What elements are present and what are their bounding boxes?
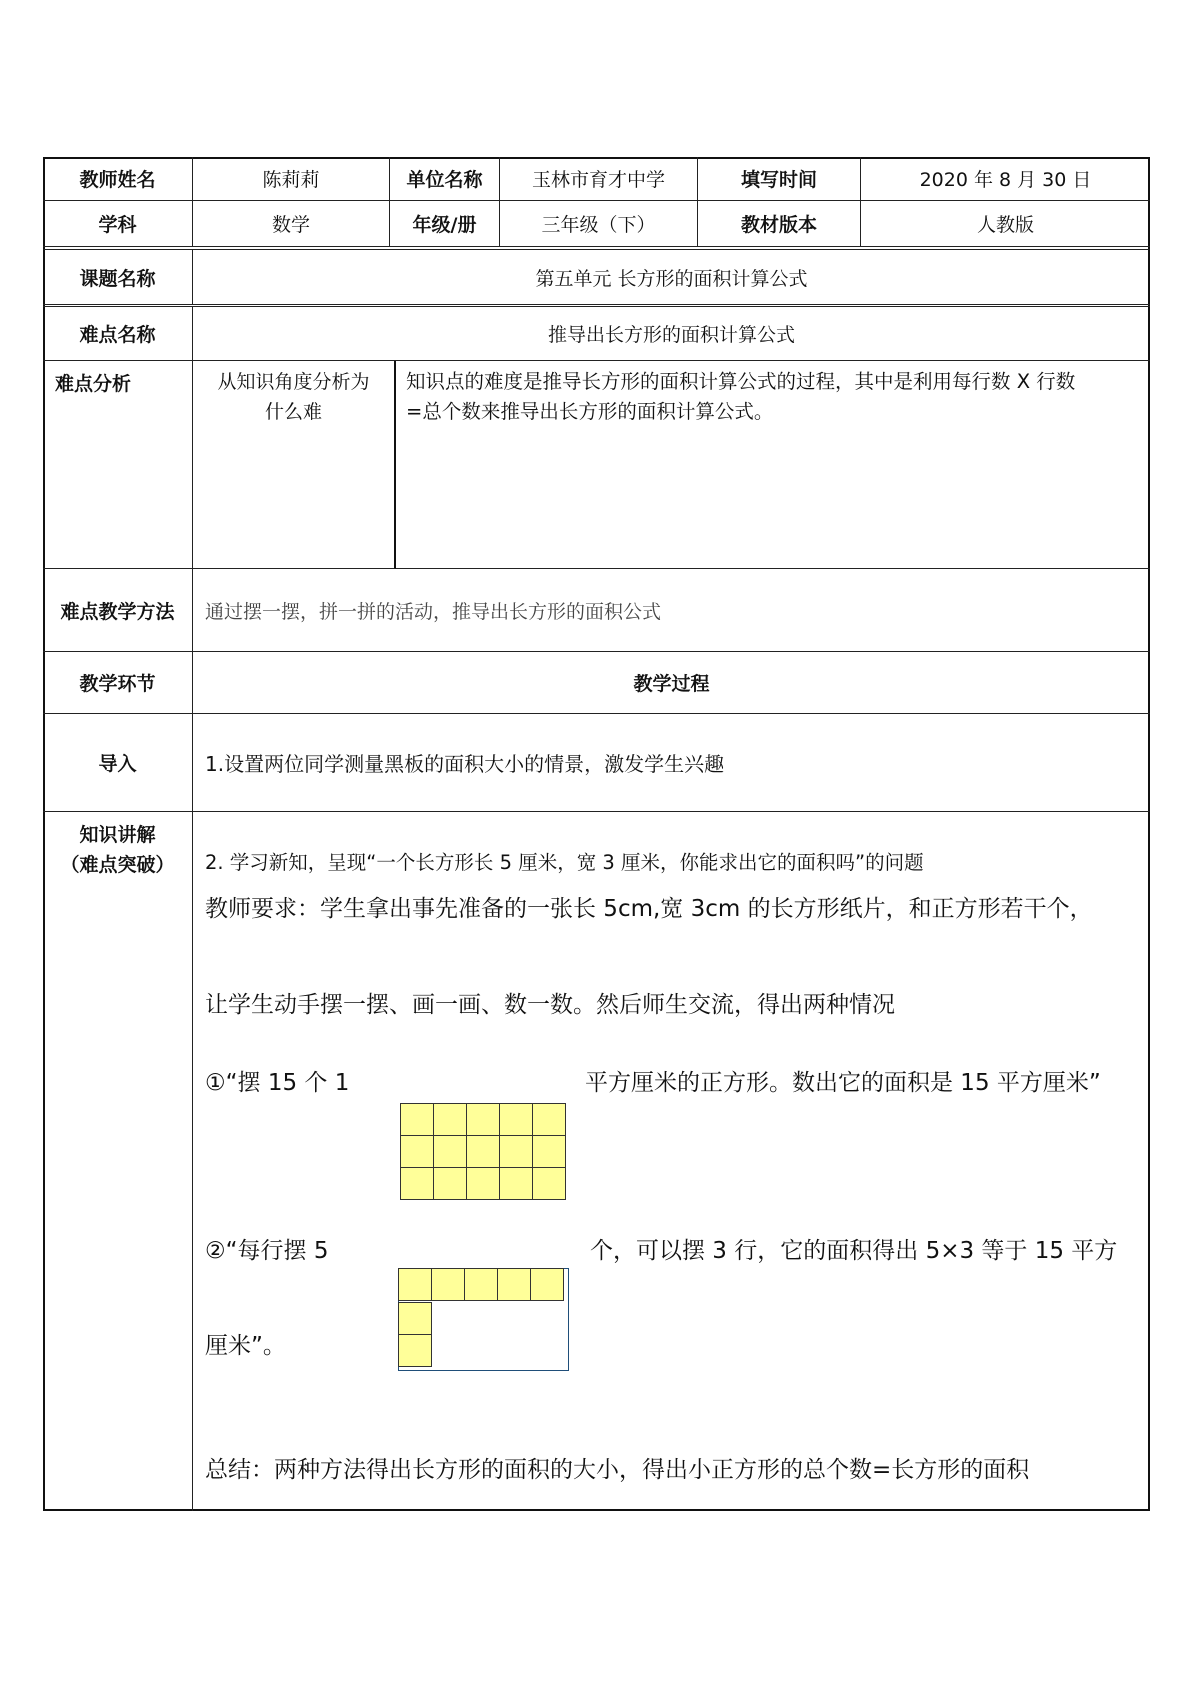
knowledge-label-line1: 知识讲解 [79,824,156,846]
subject-label: 学科 [43,201,193,247]
grade-label: 年级/册 [390,201,500,247]
knowledge-label [43,812,193,1511]
case2-end-text: 厘米”。 [205,1333,286,1359]
unit-square [533,1136,566,1168]
knowledge-line2: 教师要求：学生拿出事先准备的一张长 5cm,宽 3cm 的长方形纸片，和正方形若干个， [205,896,1093,922]
knowledge-line3: 让学生动手摆一摆、画一画、数一数。然后师生交流，得出两种情况 [205,992,895,1018]
knowledge-label-line2: （难点突破） [60,854,175,876]
textbook-label: 教材版本 [698,201,861,247]
grade-value: 三年级（下） [500,201,698,247]
case2-right-text: 个，可以摆 3 行，它的面积得出 5×3 等于 15 平方 [590,1238,1118,1264]
unit-square [401,1104,434,1136]
unit-name-label: 单位名称 [390,157,500,201]
analysis-text-line1: 知识点的难度是推导长方形的面积计算公式的过程，其中是利用每行数 X 行数 [406,370,1076,393]
unit-square [432,1269,465,1301]
intro-label: 导入 [43,714,193,812]
unit-square [467,1136,500,1168]
subject-value: 数学 [193,201,390,247]
unit-square [500,1136,533,1168]
unit-square [399,1269,432,1301]
first-column-squares [398,1302,432,1367]
case1-left-text: ①“摆 15 个 1 [205,1070,350,1096]
unit-name-value: 玉林市育才中学 [500,157,698,201]
topic-value: 第五单元 长方形的面积计算公式 [193,250,1150,305]
stage-header: 教学环节 [43,652,193,714]
partial-square-diagram [398,1268,569,1371]
unit-square [500,1104,533,1136]
teacher-name-value: 陈莉莉 [193,157,390,201]
fill-date-value: 2020 年 8 月 30 日 [861,157,1150,201]
unit-square [498,1269,531,1301]
knowledge-line1: 2. 学习新知，呈现“一个长方形长 5 厘米，宽 3 厘米，你能求出它的面积吗”的问题 [205,851,924,874]
summary-text: 总结：两种方法得出长方形的面积的大小，得出小正方形的总个数=长方形的面积 [205,1457,1030,1483]
difficulty-label: 难点名称 [43,307,193,361]
analysis-sub-label-line2: 什么难 [264,401,322,423]
analysis-label: 难点分析 [43,361,193,569]
analysis-text-line2: =总个数来推导出长方形的面积计算公式。 [406,400,774,423]
unit-square [434,1136,467,1168]
full-square-grid [400,1103,566,1200]
textbook-value: 人教版 [861,201,1150,247]
method-label: 难点教学方法 [43,569,193,652]
unit-square [401,1136,434,1168]
fill-date-label: 填写时间 [698,157,861,201]
process-header: 教学过程 [193,652,1150,714]
unit-square [467,1168,500,1200]
unit-square [401,1168,434,1200]
analysis-sub-label-line1: 从知识角度分析为 [217,371,370,393]
intro-value: 1.设置两位同学测量黑板的面积大小的情景，激发学生兴趣 [193,714,1150,812]
unit-square [399,1303,432,1335]
case1-right-text: 平方厘米的正方形。数出它的面积是 15 平方厘米” [585,1070,1101,1096]
unit-square [467,1104,500,1136]
unit-square [399,1335,432,1367]
method-value: 通过摆一摆，拼一拼的活动，推导出长方形的面积公式 [193,569,1150,652]
unit-square [533,1168,566,1200]
unit-square [434,1168,467,1200]
unit-square [465,1269,498,1301]
analysis-text [396,361,1150,569]
first-row-squares [398,1268,564,1301]
unit-square [434,1104,467,1136]
unit-square [500,1168,533,1200]
case2-left-text: ②“每行摆 5 [205,1238,329,1264]
topic-label: 课题名称 [43,250,193,305]
analysis-sub-label [193,361,396,569]
unit-square [531,1269,564,1301]
difficulty-value: 推导出长方形的面积计算公式 [193,307,1150,361]
teacher-name-label: 教师姓名 [43,157,193,201]
unit-square [533,1104,566,1136]
